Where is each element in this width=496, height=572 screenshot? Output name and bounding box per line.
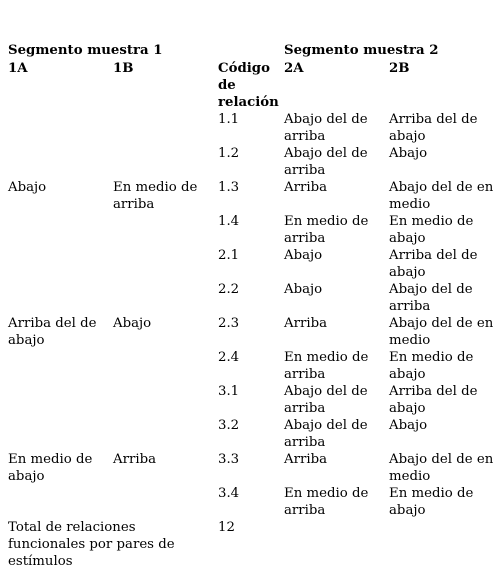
column-header-2a: 2A xyxy=(284,61,304,76)
cell-2a: Abajo del de arriba xyxy=(284,112,368,144)
group-header-segmento-2: Segmento muestra 2 xyxy=(284,43,439,58)
cell-code: 1.3 xyxy=(218,180,240,195)
cell-code: 1.1 xyxy=(218,112,240,127)
cell-2b: Abajo del de en medio xyxy=(389,316,494,348)
cell-code: 1.2 xyxy=(218,146,240,161)
group-header-segmento-1: Segmento muestra 1 xyxy=(8,43,163,58)
cell-1a: En medio de abajo xyxy=(8,452,93,484)
cell-2a: Arriba xyxy=(284,316,328,331)
cell-2a: En medio de arriba xyxy=(284,486,369,518)
cell-1b: Abajo xyxy=(113,316,152,331)
cell-code: 2.1 xyxy=(218,248,240,263)
cell-1a: Arriba del de abajo xyxy=(8,316,97,348)
cell-2b: Abajo xyxy=(389,418,428,433)
cell-2b: En medio de abajo xyxy=(389,486,474,518)
column-header-1b: 1B xyxy=(113,61,134,76)
cell-2a: Abajo del de arriba xyxy=(284,384,368,416)
cell-2a: En medio de arriba xyxy=(284,350,369,382)
cell-2b: Arriba del de abajo xyxy=(389,384,478,416)
cell-code: 3.1 xyxy=(218,384,240,399)
cell-1b: En medio de arriba xyxy=(113,180,198,212)
cell-code: 1.4 xyxy=(218,214,240,229)
cell-2b: En medio de abajo xyxy=(389,350,474,382)
column-header-2b: 2B xyxy=(389,61,410,76)
total-label: Total de relaciones funcionales por pares de estímulos xyxy=(8,520,175,569)
cell-2a: En medio de arriba xyxy=(284,214,369,246)
cell-1b: Arriba xyxy=(113,452,157,467)
cell-code: 2.3 xyxy=(218,316,240,331)
cell-2b: Abajo del de arriba xyxy=(389,282,473,314)
cell-code: 3.3 xyxy=(218,452,240,467)
cell-1a: Abajo xyxy=(8,180,47,195)
cell-code: 2.4 xyxy=(218,350,240,365)
cell-code: 3.4 xyxy=(218,486,240,501)
cell-2b: Arriba del de abajo xyxy=(389,248,478,280)
cell-2a: Arriba xyxy=(284,452,328,467)
total-value: 12 xyxy=(218,520,235,535)
cell-2b: En medio de abajo xyxy=(389,214,474,246)
cell-2a: Abajo del de arriba xyxy=(284,418,368,450)
cell-2a: Abajo xyxy=(284,282,323,297)
cell-code: 2.2 xyxy=(218,282,240,297)
cell-2a: Abajo del de arriba xyxy=(284,146,368,178)
cell-2a: Arriba xyxy=(284,180,328,195)
cell-2b: Arriba del de abajo xyxy=(389,112,478,144)
column-header-1a: 1A xyxy=(8,61,28,76)
column-header-codigo: Código de relación xyxy=(218,61,279,110)
cell-2a: Abajo xyxy=(284,248,323,263)
cell-code: 3.2 xyxy=(218,418,240,433)
cell-2b: Abajo xyxy=(389,146,428,161)
cell-2b: Abajo del de en medio xyxy=(389,180,494,212)
cell-2b: Abajo del de en medio xyxy=(389,452,494,484)
